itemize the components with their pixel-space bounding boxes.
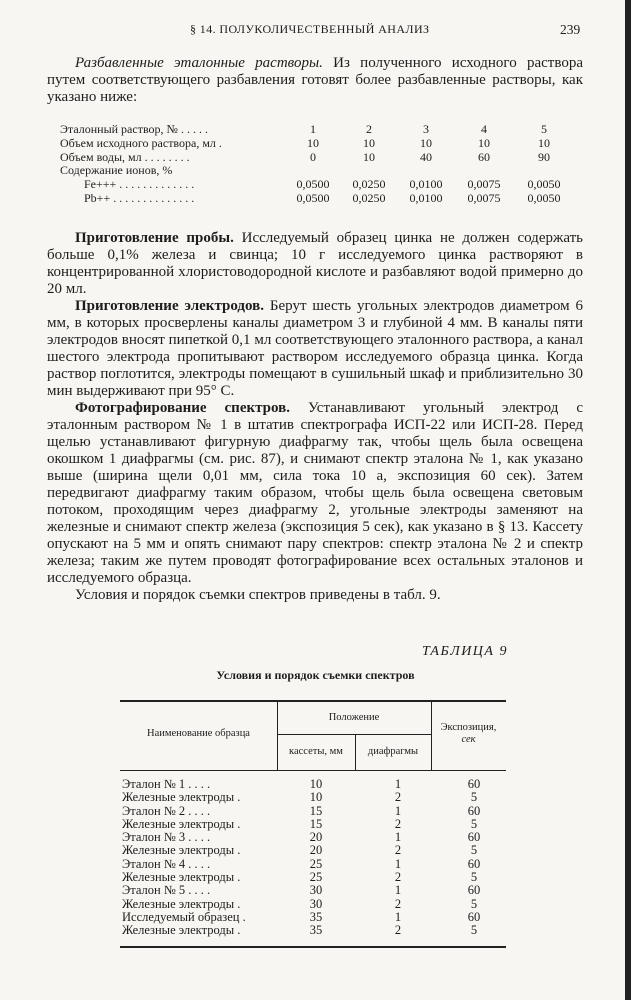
cell: 0,0050 [527,177,561,192]
table-top-rule [120,700,506,702]
row-exposure: 5 [470,896,478,911]
running-header [0,22,631,40]
stock-label: Объем исходного раствора, мл . [60,135,222,150]
cell: 0,0050 [527,190,561,205]
stock-volume-row [60,137,580,151]
ion-content-row [60,164,580,178]
fe-row [60,178,580,192]
row-exposure: 60 [467,856,481,871]
row-name: Эталон № 5 . . . . [122,883,211,898]
intro-text: Из полученного исходного раствора путем соответствующего разбавления готовят более разбавленные растворы, как указано ниже: [47,55,583,105]
table-row [120,871,506,884]
row-diaphragm: 2 [394,896,402,911]
body-text-2 [47,230,583,604]
electrode-prep-text: Берут шесть угольных электродов диаметром 6 мм, в которых просверлены каналы диаметром 3 и глубиной 4 мм. В каналы пяти электродов вносят пипеткой 0,1 мл соответствующего эталонного раствора, а канал шестого электрода пропитывают раствором исследуемого образца цинка. Когда раствор поглотится, электроды помещают в сушильный шкаф и приблизительно 30 мин выдерживают при 95° С. [47,298,584,399]
ion-content-label: Содержание ионов, % [60,163,173,178]
row-name: Железные электроды . [122,790,241,805]
page-number: 239 [560,22,581,37]
row-exposure: 5 [470,790,478,805]
cell: 0,0100 [409,190,443,205]
row-name: Железные электроды . [122,843,241,858]
table-row [120,884,506,897]
row-cassette: 35 [309,923,323,938]
cell: 0,0250 [352,177,386,192]
pb-label: Pb++ . . . . . . . . . . . . . . [84,190,195,205]
row-name: Железные электроды . [122,923,241,938]
body-text [47,55,583,106]
row-diaphragm: 2 [394,843,402,858]
sample-prep-text: Исследуемый образец цинка не должен содержать больше 0,1% железа и свинца; 10 г исследуемого цинка растворяют в концентрированной хлористоводородной кислоте и разбавляют водой примерно до 20 мл. [47,230,584,297]
table-body [120,778,506,938]
row-name: Эталон № 4 . . . . [122,856,211,871]
row-diaphragm: 1 [394,856,402,871]
table-row [120,818,506,831]
cell: 0,0100 [409,177,443,192]
row-diaphragm: 2 [394,816,402,831]
header-exposure-line2: сек [461,734,476,745]
cell: 0,0500 [296,177,330,192]
row-exposure: 5 [470,816,478,831]
water-volume-row [60,151,580,165]
cell: 10 [538,135,550,150]
cell: 4 [481,122,487,136]
pb-row [60,192,580,206]
section-title: § 14. ПОЛУКОЛИЧЕСТВЕННЫЙ АНАЛИЗ [190,22,430,36]
header-diaphragm: диафрагмы [367,746,419,757]
row-name: Эталон № 1 . . . . [122,777,211,791]
row-diaphragm: 2 [394,790,402,805]
row-diaphragm: 1 [394,830,402,845]
table-row [120,844,506,857]
row-cassette: 30 [309,896,323,911]
header-position: Положение [328,712,380,723]
row-cassette: 30 [309,883,323,898]
row-diaphragm: 2 [394,870,402,885]
cell: 0 [310,149,316,164]
cell: 10 [363,149,375,164]
position-subrule [277,734,431,735]
cell: 0,0075 [467,177,501,192]
standard-row [60,123,580,137]
row-exposure: 5 [470,870,478,885]
sample-prep-title: Приготовление пробы. [75,230,234,246]
row-exposure: 5 [470,843,478,858]
cell: 10 [307,135,319,150]
table-row [120,898,506,911]
col-divider [277,700,278,770]
row-cassette: 25 [309,856,323,871]
table-row [120,831,506,844]
fe-label: Fe+++ . . . . . . . . . . . . . [84,177,195,192]
row-name: Железные электроды . [122,816,241,831]
cell: 10 [420,135,432,150]
table-row [120,911,506,924]
row-diaphragm: 1 [394,909,402,924]
page-edge-shadow [625,0,631,1000]
intro-title: Разбавленные эталонные растворы. [75,55,323,71]
water-label: Объем воды, мл . . . . . . . . [60,149,190,164]
row-cassette: 15 [309,803,323,818]
cell: 3 [423,122,429,136]
row-cassette: 35 [309,909,323,924]
header-exposure [431,722,506,746]
table-row [120,791,506,804]
row-name: Железные электроды . [122,870,241,885]
table-row [120,805,506,818]
header-rule [120,770,506,771]
cell: 90 [538,149,550,164]
row-name: Эталон № 3 . . . . [122,830,211,845]
row-exposure: 60 [467,777,481,791]
row-diaphragm: 1 [394,777,402,791]
row-name: Железные электроды . [122,896,241,911]
standard-label: Эталонный раствор, № . . . . . [60,122,208,136]
row-name: Эталон № 2 . . . . [122,803,211,818]
table-row [120,778,506,791]
table-9 [120,700,506,948]
sample-prep-paragraph [47,230,583,298]
row-diaphragm: 1 [394,883,402,898]
table-title: Условия и порядок съемки спектров [216,668,415,682]
cell: 2 [366,122,372,136]
spectra-paragraph [47,400,583,587]
row-exposure: 60 [467,803,481,818]
cell: 40 [420,149,432,164]
table-row [120,858,506,871]
table-row [120,924,506,937]
header-cassette: кассеты, мм [289,746,343,757]
row-exposure: 60 [467,830,481,845]
cell: 1 [310,122,316,136]
row-exposure: 5 [470,923,478,938]
spectra-text: Устанавливают угольный электрод с эталонным раствором № 1 в штатив спектрографа ИСП-22 или ИСП-28. Перед щелью устанавливают фигурную диафрагму так, чтобы щель была освещена окошком 1 диафрагмы (см. рис. 87), и снимают спектр эталона № 1, как указано выше (ширина щели 0,01 мм, сила тока 10 а, экспозиция 60 сек). Затем передвигают диафрагму таким образом, чтобы щель была освещена световым потоком, проходящим через диафрагму 2, угольные электроды заменяют на железные и снимают спектр железа (экспозиция 5 сек), как указано в § 13. Кассету опускают на 5 мм и опять снимают пару спектров: спектр эталона № 2 и спектр железа; таким же путем проводят фотографирование всех остальных эталонов и исследуемого образца. [47,400,583,586]
row-exposure: 60 [467,909,481,924]
intro-paragraph [47,55,583,106]
row-cassette: 25 [309,870,323,885]
cell: 0,0250 [352,190,386,205]
table-caption: ТАБЛИЦА 9 [422,644,508,659]
header-exposure-line1: Экспозиция, [440,722,497,733]
row-diaphragm: 2 [394,923,402,938]
row-diaphragm: 1 [394,803,402,818]
cell: 60 [478,149,490,164]
dilution-table [60,123,580,206]
row-name: Исследуемый образец . [122,909,246,924]
row-cassette: 10 [309,790,323,805]
table-bottom-rule [120,946,506,948]
cell: 10 [363,135,375,150]
row-cassette: 20 [309,843,323,858]
electrode-prep-paragraph [47,298,583,400]
cell: 5 [541,122,547,136]
row-exposure: 60 [467,883,481,898]
row-cassette: 10 [309,777,323,791]
cell: 0,0075 [467,190,501,205]
cell: 10 [478,135,490,150]
row-cassette: 15 [309,816,323,831]
electrode-prep-title: Приготовление электродов. [75,298,264,314]
row-cassette: 20 [309,830,323,845]
conditions-paragraph: Условия и порядок съемки спектров приведены в табл. 9. [75,587,441,603]
spectra-title: Фотографирование спектров. [75,400,290,416]
cell: 0,0500 [296,190,330,205]
header-sample: Наименование образца [147,728,250,739]
